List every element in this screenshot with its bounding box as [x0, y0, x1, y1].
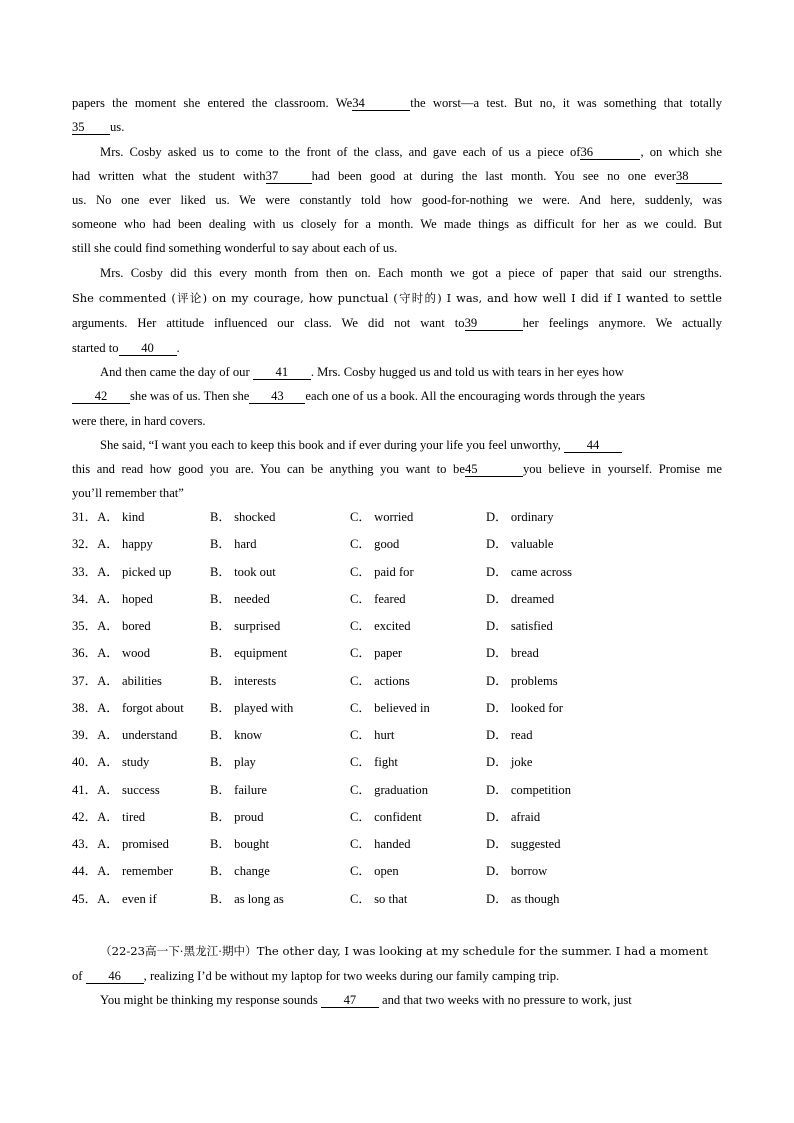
passage-line: Mrs. Cosby asked us to come to the front of the class, and gave each of us a piece of36 , on which she [100, 145, 722, 159]
answer-blank-39: 39 [465, 316, 523, 331]
passage-line: had written what the student with37 had been good at during the last month. You see no one ever38 [72, 168, 722, 184]
passage2-line: You might be thinking my response sounds 47 and that two weeks with no pressure to work, just [100, 993, 632, 1007]
answer-blank-44: 44 [564, 438, 622, 453]
option-row: 43．A． promised B． bought C． handed D． suggested [72, 837, 561, 851]
option-row: 31．A． kind B． shocked C． worried D． ordinary [72, 510, 554, 524]
passage-line: She said, “I want you each to keep this book and if ever during your life you feel unworthy, 44 [100, 437, 722, 453]
passage2-line: of 46 , realizing I’d be without my laptop for two weeks during our family camping trip. [72, 969, 560, 983]
option-row: 38．A． forgot about B． played with C． believed in D． looked for [72, 701, 563, 715]
passage-line: you’ll remember that” [72, 486, 184, 500]
option-row: 34．A． hoped B． needed C． feared D． dreamed [72, 592, 555, 606]
option-row: 39．A． understand B． know C． hurt D． read [72, 728, 533, 742]
answer-blank-36: 36 [580, 145, 640, 160]
answer-blank-43: 43 [249, 389, 305, 404]
option-row: 33．A． picked up B． took out C． paid for D． came across [72, 565, 573, 579]
passage-line: arguments. Her attitude influenced our class. We did not want to39 her feelings anymore. We actually [72, 316, 722, 330]
option-row: 36．A． wood B． equipment C． paper D． bread [72, 646, 539, 660]
passage-line: 42 she was of us. Then she 43 each one of us a book. All the encouraging words through the years [72, 388, 722, 404]
answer-blank-46: 46 [86, 969, 144, 984]
answer-blank-41: 41 [253, 365, 311, 380]
answer-blank-35: 35 [72, 120, 110, 135]
passage-line: started to 40 . [72, 341, 180, 355]
answer-blank-37: 37 [266, 169, 312, 184]
option-row: 42．A． tired B． proud C． confident D． afraid [72, 810, 541, 824]
passage2-line: （22-23高一下·黑龙江·期中）The other day, I was looking at my schedule for the summer. I had a moment [100, 944, 708, 958]
option-row: 35．A． bored B． surprised C． excited D． satisfied [72, 619, 553, 633]
passage-line: 35 us. [72, 120, 125, 134]
option-row: 40．A． study B． play C． fight D． joke [72, 755, 533, 769]
passage-line: She commented (评论) on my courage, how punctual (守时的) I was, and how well I did if I wanted to settle [72, 291, 722, 305]
option-row: 45．A． even if B． as long as C． so that D． as though [72, 892, 560, 906]
passage-line: this and read how good you are. You can be anything you want to be45 you believe in yourself. Promise me [72, 462, 722, 476]
option-row: 44．A． remember B． change C． open D． borrow [72, 864, 548, 878]
passage-line: papers the moment she entered the classroom. We34 the worst—a test. But no, it was something that totally [72, 96, 723, 110]
passage-line: were there, in hard covers. [72, 414, 206, 428]
passage-line: Mrs. Cosby did this every month from then on. Each month we got a piece of paper that said our strengths. [100, 266, 722, 280]
answer-blank-45: 45 [465, 462, 523, 477]
answer-blank-47: 47 [321, 993, 379, 1008]
answer-blank-42: 42 [72, 389, 130, 404]
option-row: 37．A． abilities B． interests C． actions D． problems [72, 674, 558, 688]
passage-line: still she could find something wonderful to say about each of us. [72, 241, 398, 255]
option-row: 32．A． happy B． hard C． good D． valuable [72, 537, 554, 551]
option-row: 41．A． success B． failure C． graduation D． competition [72, 783, 571, 797]
passage-line: us. No one ever liked us. We were constantly told how good-for-nothing we were. And here, suddenly, was [72, 193, 722, 207]
answer-blank-38: 38 [676, 169, 722, 184]
passage-line: someone who had been dealing with us closely for a month. We made things as difficult for her as we could. But [72, 217, 722, 231]
answer-blank-40: 40 [119, 341, 177, 356]
answer-blank-34: 34 [352, 96, 410, 111]
passage-line: And then came the day of our 41 . Mrs. Cosby hugged us and told us with tears in her eyes how [100, 365, 624, 379]
source-label: （22-23高一下·黑龙江·期中） [100, 944, 257, 958]
